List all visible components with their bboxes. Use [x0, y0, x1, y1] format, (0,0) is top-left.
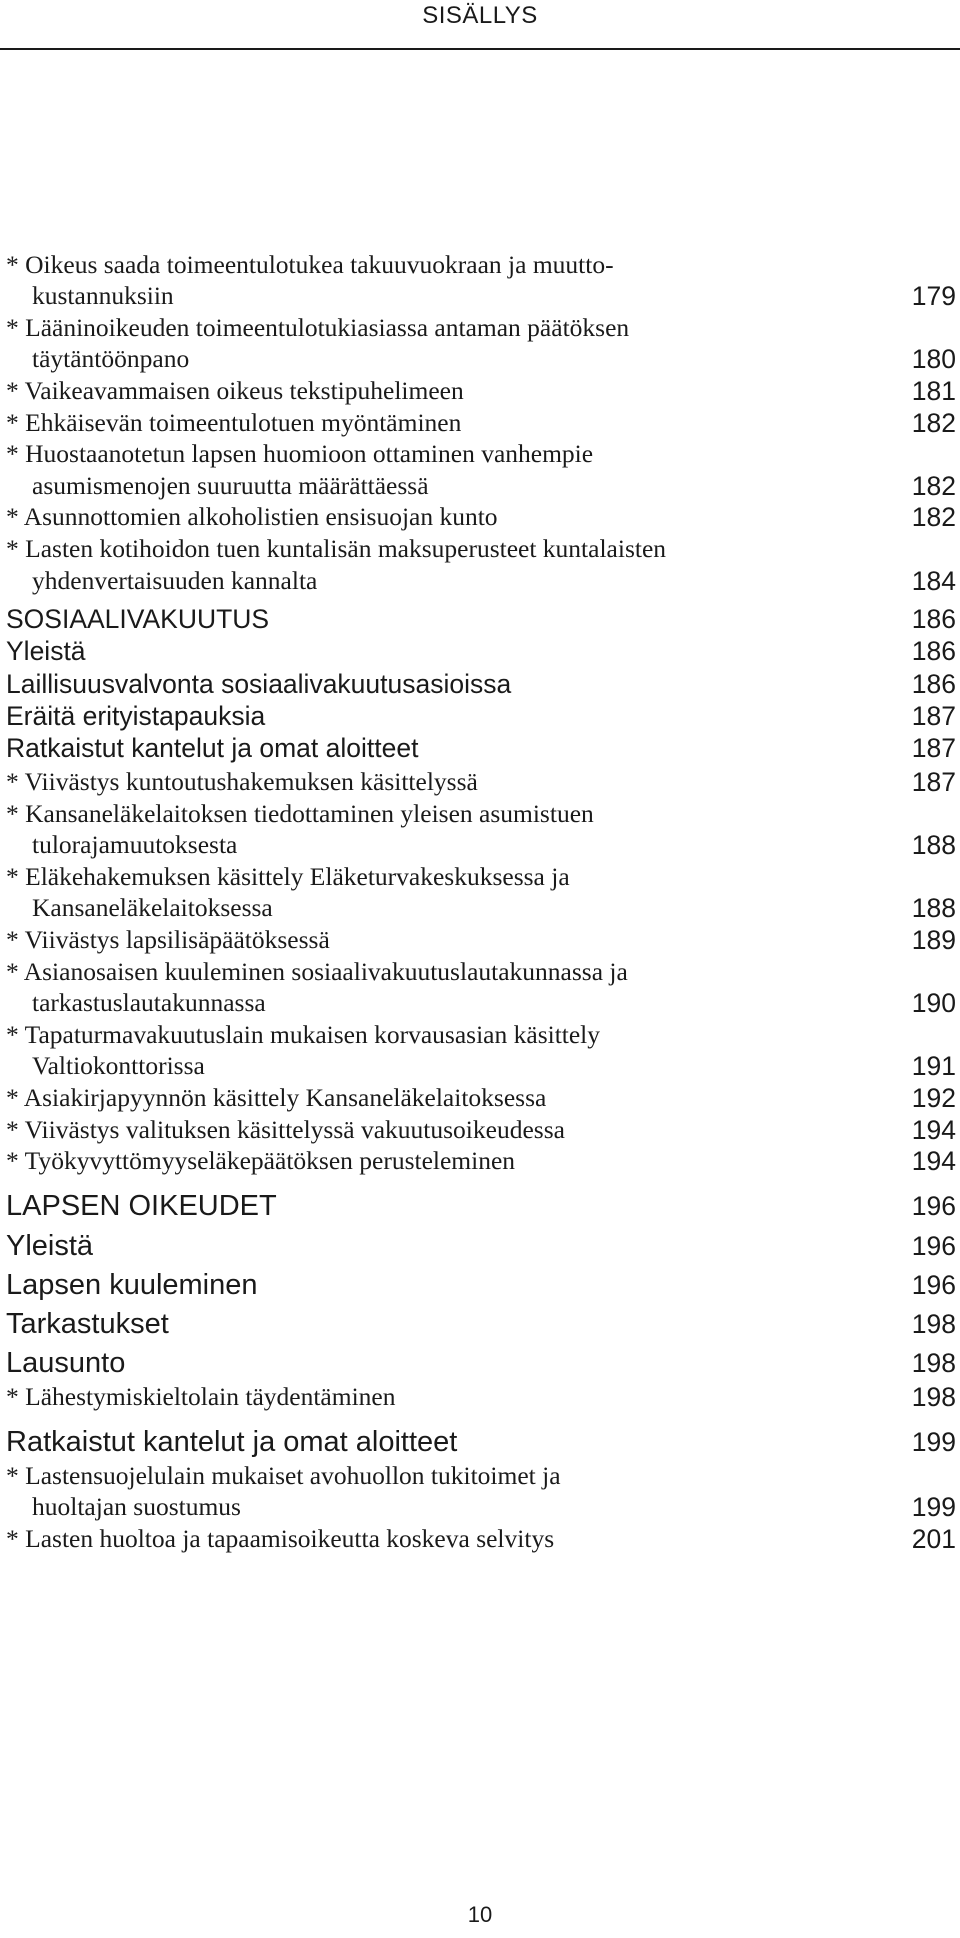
toc-entry[interactable] — [6, 699, 956, 731]
toc-entry-title: * Kansaneläkelaitoksen tiedottaminen yleisen asumistuen — [6, 798, 594, 828]
toc-entry-title: * Asunnottomien alkoholistien ensisuojan kunto — [6, 502, 498, 532]
toc-entry[interactable] — [6, 1145, 956, 1177]
toc-entry-page: 198 — [911, 1348, 956, 1379]
toc-entry-page: 196 — [911, 1269, 956, 1300]
toc-entry-title: * Lastensuojelulain mukaiset avohuollon tukitoimet ja — [6, 1460, 561, 1490]
toc-entry[interactable] — [6, 602, 956, 634]
toc-entry[interactable] — [6, 923, 956, 955]
toc-entry-page: 182 — [911, 502, 956, 533]
toc-entry[interactable] — [6, 1418, 956, 1457]
toc-entry-title: * Lähestymiskieltolain täydentäminen — [6, 1381, 396, 1411]
toc-entry[interactable] — [6, 731, 956, 763]
toc-entry-page: 199 — [911, 1492, 956, 1523]
toc-entry[interactable] — [6, 1081, 956, 1113]
toc-entry[interactable] — [6, 634, 956, 666]
toc-entry[interactable] — [6, 1380, 956, 1412]
table-of-contents — [6, 248, 956, 1554]
toc-entry-page: 189 — [911, 925, 956, 956]
toc-entry-page: 199 — [911, 1426, 956, 1457]
toc-entry-title: * Oikeus saada toimeentulotukea takuuvuokraan ja muutto- — [6, 249, 614, 279]
toc-entry-page: 194 — [911, 1114, 956, 1145]
toc-entry-title-continued: Kansaneläkelaitoksessa — [32, 893, 273, 923]
toc-entry-page: 187 — [911, 733, 956, 764]
toc-entry[interactable] — [6, 406, 956, 438]
toc-entry-title: Ratkaistut kantelut ja omat aloitteet — [6, 733, 419, 764]
toc-entry-page: 182 — [911, 470, 956, 501]
toc-entry-title: Yleistä — [6, 1229, 94, 1262]
toc-entry-title: SOSIAALIVAKUUTUS — [6, 603, 270, 634]
toc-entry-title: Laillisuusvalvonta sosiaalivakuutusasioissa — [6, 668, 512, 699]
toc-entry-page: 191 — [911, 1051, 956, 1082]
toc-entry-title: * Huostaanotetun lapsen huomioon ottaminen vanhempie — [6, 439, 594, 469]
toc-entry[interactable] — [6, 666, 956, 698]
toc-entry[interactable] — [6, 248, 956, 311]
toc-entry-page: 198 — [911, 1308, 956, 1339]
toc-entry-page: 201 — [911, 1523, 956, 1554]
toc-entry-title: * Ehkäisevän toimeentulotuen myöntäminen — [6, 407, 462, 437]
toc-entry-title-continued: asumismenojen suuruutta määrättäessä — [32, 470, 429, 500]
toc-entry[interactable] — [6, 1261, 956, 1300]
toc-entry[interactable] — [6, 532, 956, 595]
toc-entry[interactable] — [6, 374, 956, 406]
toc-entry-title-continued: yhdenvertaisuuden kannalta — [32, 565, 318, 595]
toc-entry-page: 186 — [911, 603, 956, 634]
toc-entry-title: * Asiakirjapyynnön käsittely Kansaneläkelaitoksessa — [6, 1083, 547, 1113]
toc-entry-title: LAPSEN OIKEUDET — [6, 1190, 277, 1223]
toc-entry-page: 186 — [911, 636, 956, 667]
toc-entry[interactable] — [6, 765, 956, 797]
toc-entry-page: 198 — [911, 1381, 956, 1412]
toc-entry-page: 194 — [911, 1146, 956, 1177]
page-number: 10 — [467, 1902, 493, 1927]
toc-entry[interactable] — [6, 1221, 956, 1260]
toc-entry-title: * Eläkehakemuksen käsittely Eläketurvakeskuksessa ja — [6, 861, 570, 891]
toc-entry-title: * Lasten kotihoidon tuen kuntalisän maksuperusteet kuntalaisten — [6, 533, 667, 563]
toc-entry-title: Eräitä erityistapauksia — [6, 701, 266, 732]
toc-entry[interactable] — [6, 1113, 956, 1145]
toc-entry[interactable] — [6, 1182, 956, 1221]
toc-entry-title: * Lääninoikeuden toimeentulotukiasiassa antaman päätöksen — [6, 312, 630, 342]
header-rule — [0, 48, 960, 50]
toc-entry-title-continued: tarkastuslautakunnassa — [32, 988, 266, 1018]
toc-entry-title: * Lasten huoltoa ja tapaamisoikeutta koskeva selvitys — [6, 1523, 555, 1553]
toc-entry-page: 187 — [911, 701, 956, 732]
toc-entry-title-continued: täytäntöönpano — [32, 344, 190, 374]
toc-entry-title: * Vaikeavammaisen oikeus tekstipuhelimeen — [6, 375, 464, 405]
toc-entry-page: 196 — [911, 1191, 956, 1222]
toc-entry-page: 188 — [911, 893, 956, 924]
toc-entry-page: 179 — [911, 281, 956, 312]
toc-entry[interactable] — [6, 438, 956, 501]
toc-entry[interactable] — [6, 797, 956, 860]
toc-entry[interactable] — [6, 1018, 956, 1081]
toc-entry-title: Tarkastukset — [6, 1307, 169, 1340]
toc-entry[interactable] — [6, 1339, 956, 1378]
toc-entry[interactable] — [6, 501, 956, 533]
toc-entry-page: 182 — [911, 407, 956, 438]
toc-entry-title: * Työkyvyttömyyseläkepäätöksen perusteleminen — [6, 1146, 516, 1176]
toc-entry[interactable] — [6, 311, 956, 374]
toc-entry-title-continued: Valtiokonttorissa — [32, 1051, 205, 1081]
toc-entry-title: * Viivästys lapsilisäpäätöksessä — [6, 925, 330, 955]
toc-entry-page: 180 — [911, 344, 956, 375]
toc-entry[interactable] — [6, 955, 956, 1018]
toc-entry-title: Lausunto — [6, 1347, 126, 1380]
toc-entry-title: * Viivästys kuntoutushakemuksen käsittelyssä — [6, 767, 478, 797]
toc-entry-page: 196 — [911, 1230, 956, 1261]
toc-entry-page: 186 — [911, 668, 956, 699]
toc-entry-title: * Tapaturmavakuutuslain mukaisen korvausasian käsittely — [6, 1019, 601, 1049]
toc-entry-page: 181 — [911, 375, 956, 406]
toc-entry[interactable] — [6, 860, 956, 923]
toc-entry[interactable] — [6, 1459, 956, 1522]
toc-entry-title-continued: kustannuksiin — [32, 281, 174, 311]
toc-entry[interactable] — [6, 1522, 956, 1554]
toc-entry-page: 184 — [911, 565, 956, 596]
toc-entry-title: * Viivästys valituksen käsittelyssä vakuutusoikeudessa — [6, 1114, 565, 1144]
toc-entry-page: 188 — [911, 830, 956, 861]
toc-entry-title-continued: tulorajamuutoksesta — [32, 830, 238, 860]
toc-entry-title: Yleistä — [6, 636, 86, 667]
toc-entry-title: * Asianosaisen kuuleminen sosiaalivakuutuslautakunnassa ja — [6, 956, 628, 986]
toc-entry-page: 190 — [911, 988, 956, 1019]
toc-entry-title-continued: huoltajan suostumus — [32, 1492, 241, 1522]
running-head: SISÄLLYS — [422, 2, 538, 29]
toc-entry[interactable] — [6, 1300, 956, 1339]
toc-entry-page: 187 — [911, 767, 956, 798]
toc-entry-page: 192 — [911, 1083, 956, 1114]
toc-entry-title: Lapsen kuuleminen — [6, 1268, 258, 1301]
toc-entry-title: Ratkaistut kantelut ja omat aloitteet — [6, 1425, 458, 1458]
